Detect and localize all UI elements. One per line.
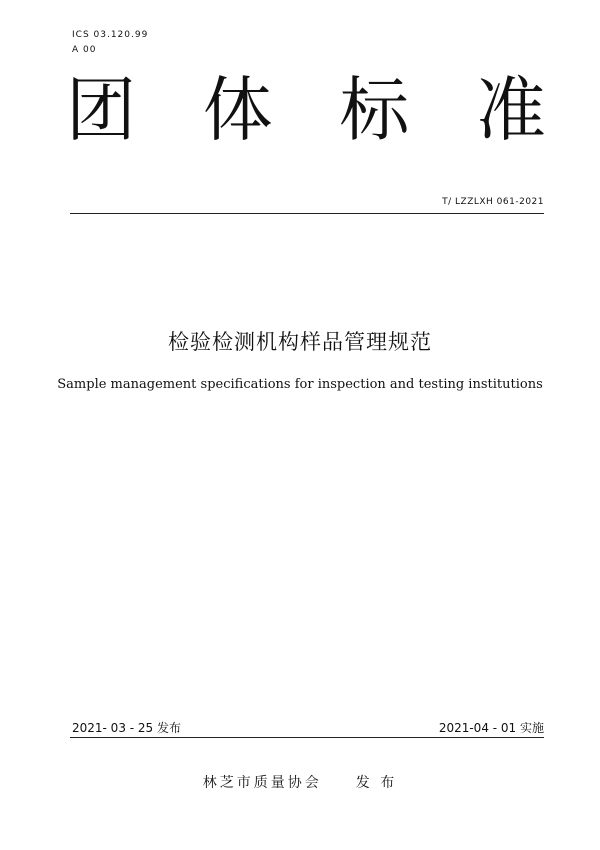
- doc-type-char-1: 团: [66, 69, 136, 151]
- english-title: Sample management specifications for inspection and testing institutions: [57, 377, 543, 392]
- top-divider: [70, 213, 544, 214]
- standard-number: T/ LZZLXH 061-2021: [442, 197, 544, 207]
- chinese-title: 检验检测机构样品管理规范: [168, 330, 432, 354]
- publisher-name: 林芝市质量协会: [202, 775, 322, 791]
- ccs-code: A 00: [72, 45, 97, 55]
- implementation-date: 2021-04 - 01 实施: [438, 721, 544, 735]
- doc-type-char-4: 准: [475, 69, 546, 151]
- bottom-divider: [70, 737, 544, 738]
- document-type-title: [66, 70, 546, 150]
- doc-type-char-3: 标: [339, 69, 410, 151]
- issue-date: 2021- 03 - 25 发布: [72, 721, 181, 735]
- ics-code: ICS 03.120.99: [72, 30, 149, 40]
- publisher-line: [0, 772, 600, 792]
- publisher-action: 发 布: [355, 775, 398, 791]
- doc-type-char-2: 体: [202, 69, 273, 151]
